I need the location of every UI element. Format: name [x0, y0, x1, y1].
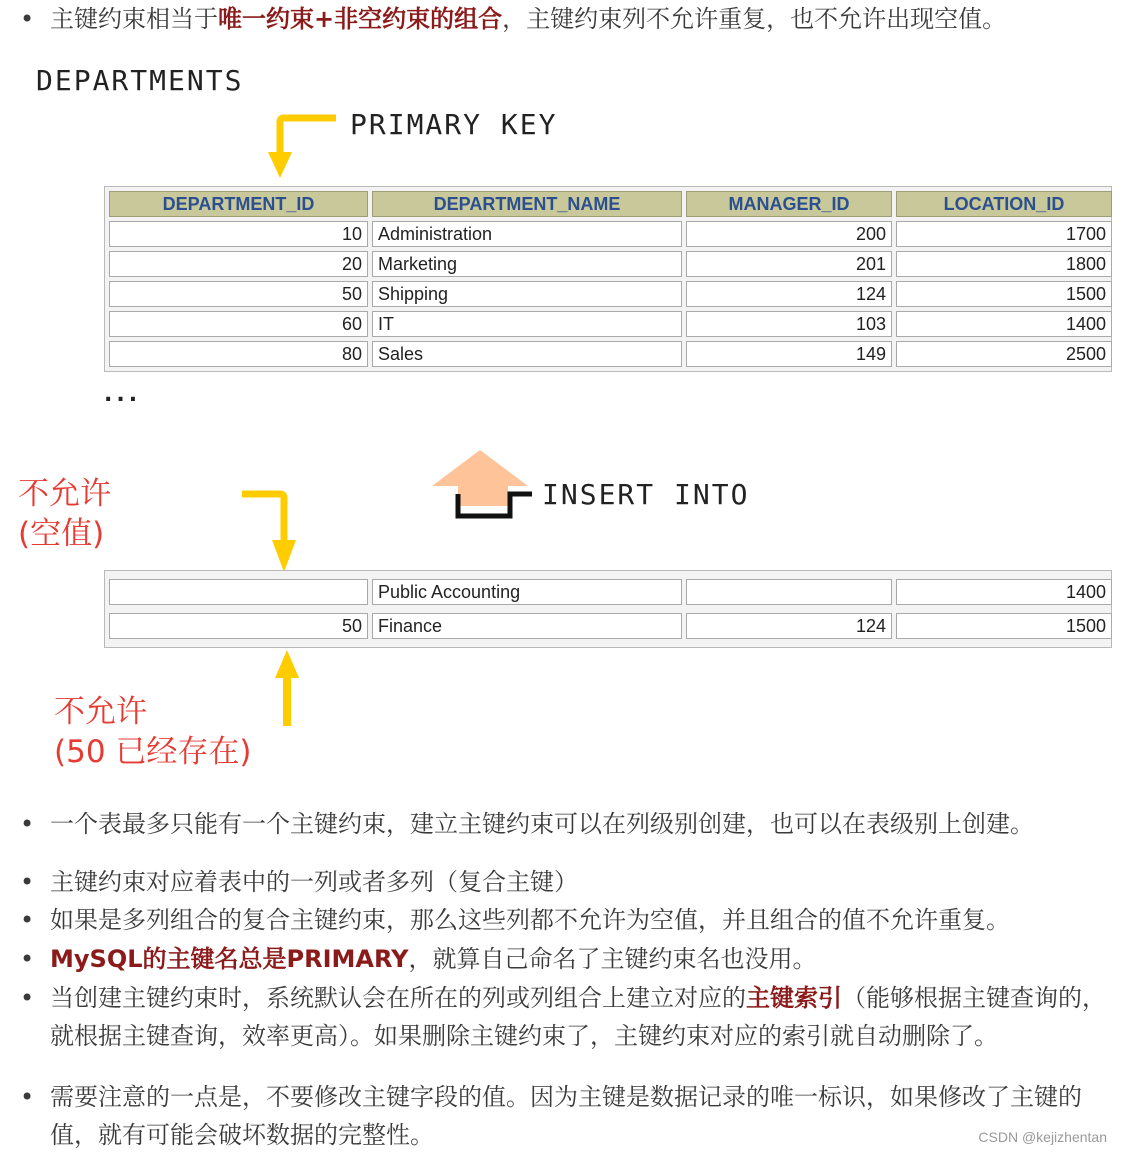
- bullet-text-4: 如果是多列组合的复合主键约束，那么这些列都不允许为空值，并且组合的值不允许重复。: [50, 906, 1010, 934]
- cell-location-id: 1400: [896, 311, 1112, 337]
- not-null-label: 不允许 (空值): [18, 476, 111, 552]
- insert-rows-table: [104, 570, 1112, 648]
- primary-key-arrow-icon: [262, 112, 342, 182]
- bullet-marker: •: [20, 868, 35, 896]
- bullet-item-1: [20, 0, 1110, 38]
- bullet-text-1: [50, 0, 1110, 38]
- cell-department-id: 10: [109, 221, 368, 247]
- insert-arrow-icon: [428, 448, 538, 520]
- cell-manager-id: 124: [686, 281, 892, 307]
- bullet-marker: •: [20, 984, 35, 1012]
- bullet-text-prefix: 当创建主键约束时，系统默认会在所在的列或列组合上建立对应的: [50, 984, 746, 1012]
- cell-department-id: 60: [109, 311, 368, 337]
- primary-key-label: PRIMARY KEY: [350, 108, 558, 141]
- bullet-text-2: 一个表最多只能有一个主键约束，建立主键约束可以在列级别创建，也可以在表级别上创建。: [50, 810, 1034, 838]
- bullet-text-suffix: （能够根据主键查询的，就根据主键查询，效率更高）。如果删除主键约束了，主键约束对应的索引就自动删除了。: [50, 984, 1106, 1050]
- bullet-item-3: [20, 863, 1110, 901]
- table-row: [109, 341, 1112, 367]
- cell-department-name: Finance: [372, 613, 682, 639]
- cell-manager-id: 124: [686, 613, 892, 639]
- cell-manager-id: 149: [686, 341, 892, 367]
- cell-manager-id: [686, 579, 892, 605]
- cell-location-id: 1800: [896, 251, 1112, 277]
- bullet-item-2: [20, 805, 1110, 843]
- cell-location-id: 1500: [896, 281, 1112, 307]
- cell-manager-id: 103: [686, 311, 892, 337]
- table-row: [109, 281, 1112, 307]
- bullet-text-emphasis: 主键索引: [746, 984, 842, 1012]
- cell-department-name: Shipping: [372, 281, 682, 307]
- table-name-label: DEPARTMENTS: [36, 64, 244, 97]
- cell-department-name: IT: [372, 311, 682, 337]
- cell-manager-id: 200: [686, 221, 892, 247]
- cell-department-name: Public Accounting: [372, 579, 682, 605]
- bullet-marker: •: [20, 945, 35, 973]
- no-duplicate-label: 不允许 (50 已经存在): [54, 694, 252, 770]
- bullet-marker: •: [20, 5, 35, 33]
- cell-location-id: 1400: [896, 579, 1112, 605]
- column-header-department-id: DEPARTMENT_ID: [109, 191, 368, 217]
- cell-department-id: 50: [109, 281, 368, 307]
- table-header-row: [109, 191, 1112, 217]
- cell-location-id: 1500: [896, 613, 1112, 639]
- table-row: [109, 579, 1112, 605]
- bullet-text-6: [50, 979, 1110, 1055]
- bullet-marker: •: [20, 810, 35, 838]
- table-row: [109, 221, 1112, 247]
- table-row: [109, 311, 1112, 337]
- cell-department-name: Marketing: [372, 251, 682, 277]
- insert-rows-grid: [105, 571, 1116, 647]
- table-row: [109, 613, 1112, 639]
- duplicate-arrow-icon: [272, 648, 302, 728]
- bullet-text-7: 需要注意的一点是，不要修改主键字段的值。因为主键是数据记录的唯一标识，如果修改了主键的值，就有可能会破坏数据的完整性。: [50, 1083, 1082, 1149]
- bullet-text-emphasis: MySQL的主键名总是PRIMARY: [50, 945, 409, 973]
- cell-department-id: 80: [109, 341, 368, 367]
- bullet-item-4: [20, 901, 1110, 939]
- bullet-text-5: [50, 940, 1110, 978]
- watermark: CSDN @kejizhentan: [978, 1129, 1107, 1145]
- cell-department-id: [109, 579, 368, 605]
- column-header-department-name: DEPARTMENT_NAME: [372, 191, 682, 217]
- bullet-text-3: 主键约束对应着表中的一列或者多列（复合主键）: [50, 868, 578, 896]
- insert-into-label: INSERT INTO: [542, 478, 750, 511]
- cell-department-name: Administration: [372, 221, 682, 247]
- departments-grid: [105, 187, 1116, 371]
- bullet-text-emphasis: 唯一约束+非空约束的组合: [218, 5, 503, 33]
- cell-manager-id: 201: [686, 251, 892, 277]
- cell-department-id: 20: [109, 251, 368, 277]
- column-header-manager-id: MANAGER_ID: [686, 191, 892, 217]
- bullet-text-suffix: ，就算自己命名了主键约束名也没用。: [408, 945, 817, 973]
- cell-department-id: 50: [109, 613, 368, 639]
- column-header-location-id: LOCATION_ID: [896, 191, 1112, 217]
- table-row: [109, 251, 1112, 277]
- bullet-item-7: [20, 1078, 1110, 1154]
- bullet-text-prefix: 主键约束相当于: [50, 5, 218, 33]
- table-ellipsis: ...: [104, 382, 142, 407]
- bullet-marker: •: [20, 1083, 35, 1111]
- cell-location-id: 2500: [896, 341, 1112, 367]
- bullet-item-6: [20, 979, 1110, 1055]
- null-arrow-icon: [240, 486, 300, 576]
- cell-department-name: Sales: [372, 341, 682, 367]
- bullet-item-5: [20, 940, 1110, 978]
- departments-table: [104, 186, 1112, 372]
- cell-location-id: 1700: [896, 221, 1112, 247]
- bullet-text-suffix: ，主键约束列不允许重复，也不允许出现空值。: [502, 5, 1007, 33]
- bullet-marker: •: [20, 906, 35, 934]
